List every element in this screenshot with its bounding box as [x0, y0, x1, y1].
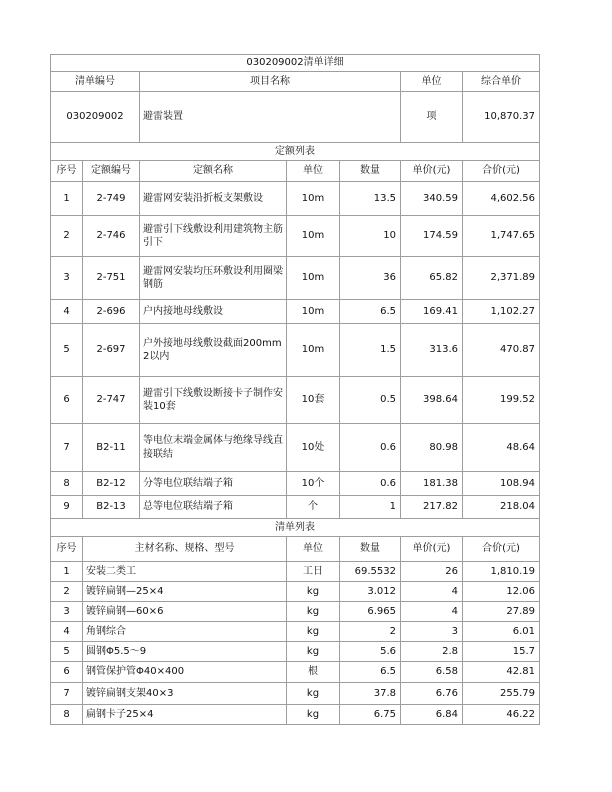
- quota-qty: 0.5: [340, 377, 401, 424]
- material-price: 6.58: [401, 662, 463, 683]
- quota-name: 等电位末端金属体与绝缘导线直接联结: [140, 424, 287, 472]
- quota-name: 总等电位联结端子箱: [140, 496, 287, 519]
- quota-name: 避雷网安装沿折板支架敷设: [140, 182, 287, 216]
- material-qty: 6.965: [340, 602, 401, 622]
- material-unit: kg: [287, 705, 340, 725]
- material-row: [51, 683, 540, 705]
- quota-index: 7: [51, 424, 83, 472]
- material-unit: kg: [287, 582, 340, 602]
- material-qty: 6.5: [340, 662, 401, 683]
- material-price: 3: [401, 622, 463, 642]
- summary-code: 030209002: [51, 92, 140, 143]
- material-unit: kg: [287, 622, 340, 642]
- quota-price: 313.6: [401, 324, 463, 377]
- material-row: [51, 582, 540, 602]
- material-section-title: 清单列表: [51, 519, 540, 537]
- material-unit: kg: [287, 642, 340, 662]
- quota-price: 174.59: [401, 216, 463, 257]
- quota-header-total: 合价(元): [463, 161, 540, 182]
- summary-name: 避雷装置: [140, 92, 401, 143]
- quota-unit: 个: [287, 496, 340, 519]
- quota-header-unit: 单位: [287, 161, 340, 182]
- material-qty: 2: [340, 622, 401, 642]
- material-qty: 6.75: [340, 705, 401, 725]
- material-qty: 5.6: [340, 642, 401, 662]
- material-index: 7: [51, 683, 83, 705]
- material-unit: kg: [287, 602, 340, 622]
- quota-index: 3: [51, 257, 83, 300]
- quota-total: 2,371.89: [463, 257, 540, 300]
- quota-row: [51, 424, 540, 472]
- material-price: 4: [401, 582, 463, 602]
- material-total: 46.22: [463, 705, 540, 725]
- quota-qty: 0.6: [340, 472, 401, 496]
- quota-index: 1: [51, 182, 83, 216]
- material-name: 安装二类工: [83, 562, 287, 582]
- quota-total: 218.04: [463, 496, 540, 519]
- material-unit: 根: [287, 662, 340, 683]
- material-total: 12.06: [463, 582, 540, 602]
- quota-name: 避雷引下线敷设利用建筑物主筋引下: [140, 216, 287, 257]
- material-row: [51, 642, 540, 662]
- quota-header-price: 单价(元): [401, 161, 463, 182]
- material-index: 6: [51, 662, 83, 683]
- quota-name: 分等电位联结端子箱: [140, 472, 287, 496]
- quota-qty: 0.6: [340, 424, 401, 472]
- quota-code: 2-746: [83, 216, 140, 257]
- quota-code: 2-747: [83, 377, 140, 424]
- quota-code: 2-751: [83, 257, 140, 300]
- material-unit: kg: [287, 683, 340, 705]
- quota-total: 199.52: [463, 377, 540, 424]
- summary-header-unit: 单位: [401, 72, 463, 92]
- quota-row: [51, 472, 540, 496]
- material-row: [51, 705, 540, 725]
- quota-price: 65.82: [401, 257, 463, 300]
- quota-unit: 10套: [287, 377, 340, 424]
- material-total: 42.81: [463, 662, 540, 683]
- quota-index: 4: [51, 300, 83, 324]
- material-header-row: [51, 537, 540, 562]
- quota-index: 6: [51, 377, 83, 424]
- material-name: 镀锌扁钢—60×6: [83, 602, 287, 622]
- quota-row: [51, 182, 540, 216]
- material-name: 扁钢卡子25×4: [83, 705, 287, 725]
- quota-price: 340.59: [401, 182, 463, 216]
- quota-qty: 6.5: [340, 300, 401, 324]
- quota-unit: 10m: [287, 216, 340, 257]
- quota-price: 169.41: [401, 300, 463, 324]
- quota-price: 217.82: [401, 496, 463, 519]
- quota-row: [51, 300, 540, 324]
- quota-qty: 1.5: [340, 324, 401, 377]
- material-index: 4: [51, 622, 83, 642]
- quota-code: 2-749: [83, 182, 140, 216]
- material-name: 钢管保护管Φ40×400: [83, 662, 287, 683]
- material-price: 26: [401, 562, 463, 582]
- material-name: 圆钢Φ5.5～9: [83, 642, 287, 662]
- quota-row: [51, 496, 540, 519]
- material-header-qty: 数量: [340, 537, 401, 562]
- quota-name: 避雷引下线敷设断接卡子制作安装10套: [140, 377, 287, 424]
- quota-price: 80.98: [401, 424, 463, 472]
- quota-section-title: 定额列表: [51, 143, 540, 161]
- quota-header-index: 序号: [51, 161, 83, 182]
- summary-unit: 项: [401, 92, 463, 143]
- summary-price: 10,870.37: [463, 92, 540, 143]
- quota-unit: 10m: [287, 324, 340, 377]
- quota-unit: 10m: [287, 257, 340, 300]
- material-index: 8: [51, 705, 83, 725]
- doc-title: 030209002清单详细: [51, 55, 540, 72]
- quota-name: 户内接地母线敷设: [140, 300, 287, 324]
- material-total: 15.7: [463, 642, 540, 662]
- material-name: 镀锌扁钢支架40×3: [83, 683, 287, 705]
- quota-price: 398.64: [401, 377, 463, 424]
- summary-header-name: 项目名称: [140, 72, 401, 92]
- quota-header-name: 定额名称: [140, 161, 287, 182]
- quota-code: B2-12: [83, 472, 140, 496]
- material-index: 5: [51, 642, 83, 662]
- material-qty: 3.012: [340, 582, 401, 602]
- material-index: 3: [51, 602, 83, 622]
- quota-name: 户外接地母线敷设截面200mm2以内: [140, 324, 287, 377]
- summary-row: [51, 92, 540, 143]
- material-total: 1,810.19: [463, 562, 540, 582]
- quota-total: 108.94: [463, 472, 540, 496]
- material-price: 4: [401, 602, 463, 622]
- material-row: [51, 622, 540, 642]
- quota-name: 避雷网安装均压环敷设利用圈梁钢筋: [140, 257, 287, 300]
- material-total: 6.01: [463, 622, 540, 642]
- material-unit: 工日: [287, 562, 340, 582]
- quota-code: B2-11: [83, 424, 140, 472]
- quota-row: [51, 377, 540, 424]
- quota-unit: 10m: [287, 182, 340, 216]
- quota-header-qty: 数量: [340, 161, 401, 182]
- quota-row: [51, 216, 540, 257]
- quota-qty: 10: [340, 216, 401, 257]
- quota-price: 181.38: [401, 472, 463, 496]
- material-price: 6.76: [401, 683, 463, 705]
- quota-qty: 1: [340, 496, 401, 519]
- quota-total: 1,747.65: [463, 216, 540, 257]
- material-row: [51, 602, 540, 622]
- quota-row: [51, 324, 540, 377]
- quota-total: 470.87: [463, 324, 540, 377]
- quota-index: 9: [51, 496, 83, 519]
- quota-qty: 13.5: [340, 182, 401, 216]
- quota-total: 48.64: [463, 424, 540, 472]
- quota-header-row: [51, 161, 540, 182]
- material-index: 2: [51, 582, 83, 602]
- quota-index: 8: [51, 472, 83, 496]
- quota-unit: 10处: [287, 424, 340, 472]
- detail-table: [50, 54, 540, 725]
- quota-code: 2-697: [83, 324, 140, 377]
- quota-qty: 36: [340, 257, 401, 300]
- material-header-unit: 单位: [287, 537, 340, 562]
- material-name: 角钢综合: [83, 622, 287, 642]
- quota-index: 2: [51, 216, 83, 257]
- material-qty: 69.5532: [340, 562, 401, 582]
- material-name: 镀锌扁钢—25×4: [83, 582, 287, 602]
- material-index: 1: [51, 562, 83, 582]
- material-price: 2.8: [401, 642, 463, 662]
- summary-header-price: 综合单价: [463, 72, 540, 92]
- quota-total: 1,102.27: [463, 300, 540, 324]
- quota-code: 2-696: [83, 300, 140, 324]
- material-qty: 37.8: [340, 683, 401, 705]
- quota-header-code: 定额编号: [83, 161, 140, 182]
- quota-total: 4,602.56: [463, 182, 540, 216]
- quota-unit: 10m: [287, 300, 340, 324]
- material-price: 6.84: [401, 705, 463, 725]
- material-total: 27.89: [463, 602, 540, 622]
- quota-code: B2-13: [83, 496, 140, 519]
- material-row: [51, 562, 540, 582]
- quota-unit: 10个: [287, 472, 340, 496]
- quota-index: 5: [51, 324, 83, 377]
- material-header-index: 序号: [51, 537, 83, 562]
- summary-header-code: 清单编号: [51, 72, 140, 92]
- material-header-total: 合价(元): [463, 537, 540, 562]
- material-total: 255.79: [463, 683, 540, 705]
- material-row: [51, 662, 540, 683]
- material-header-price: 单价(元): [401, 537, 463, 562]
- quota-row: [51, 257, 540, 300]
- material-header-name: 主材名称、规格、型号: [83, 537, 287, 562]
